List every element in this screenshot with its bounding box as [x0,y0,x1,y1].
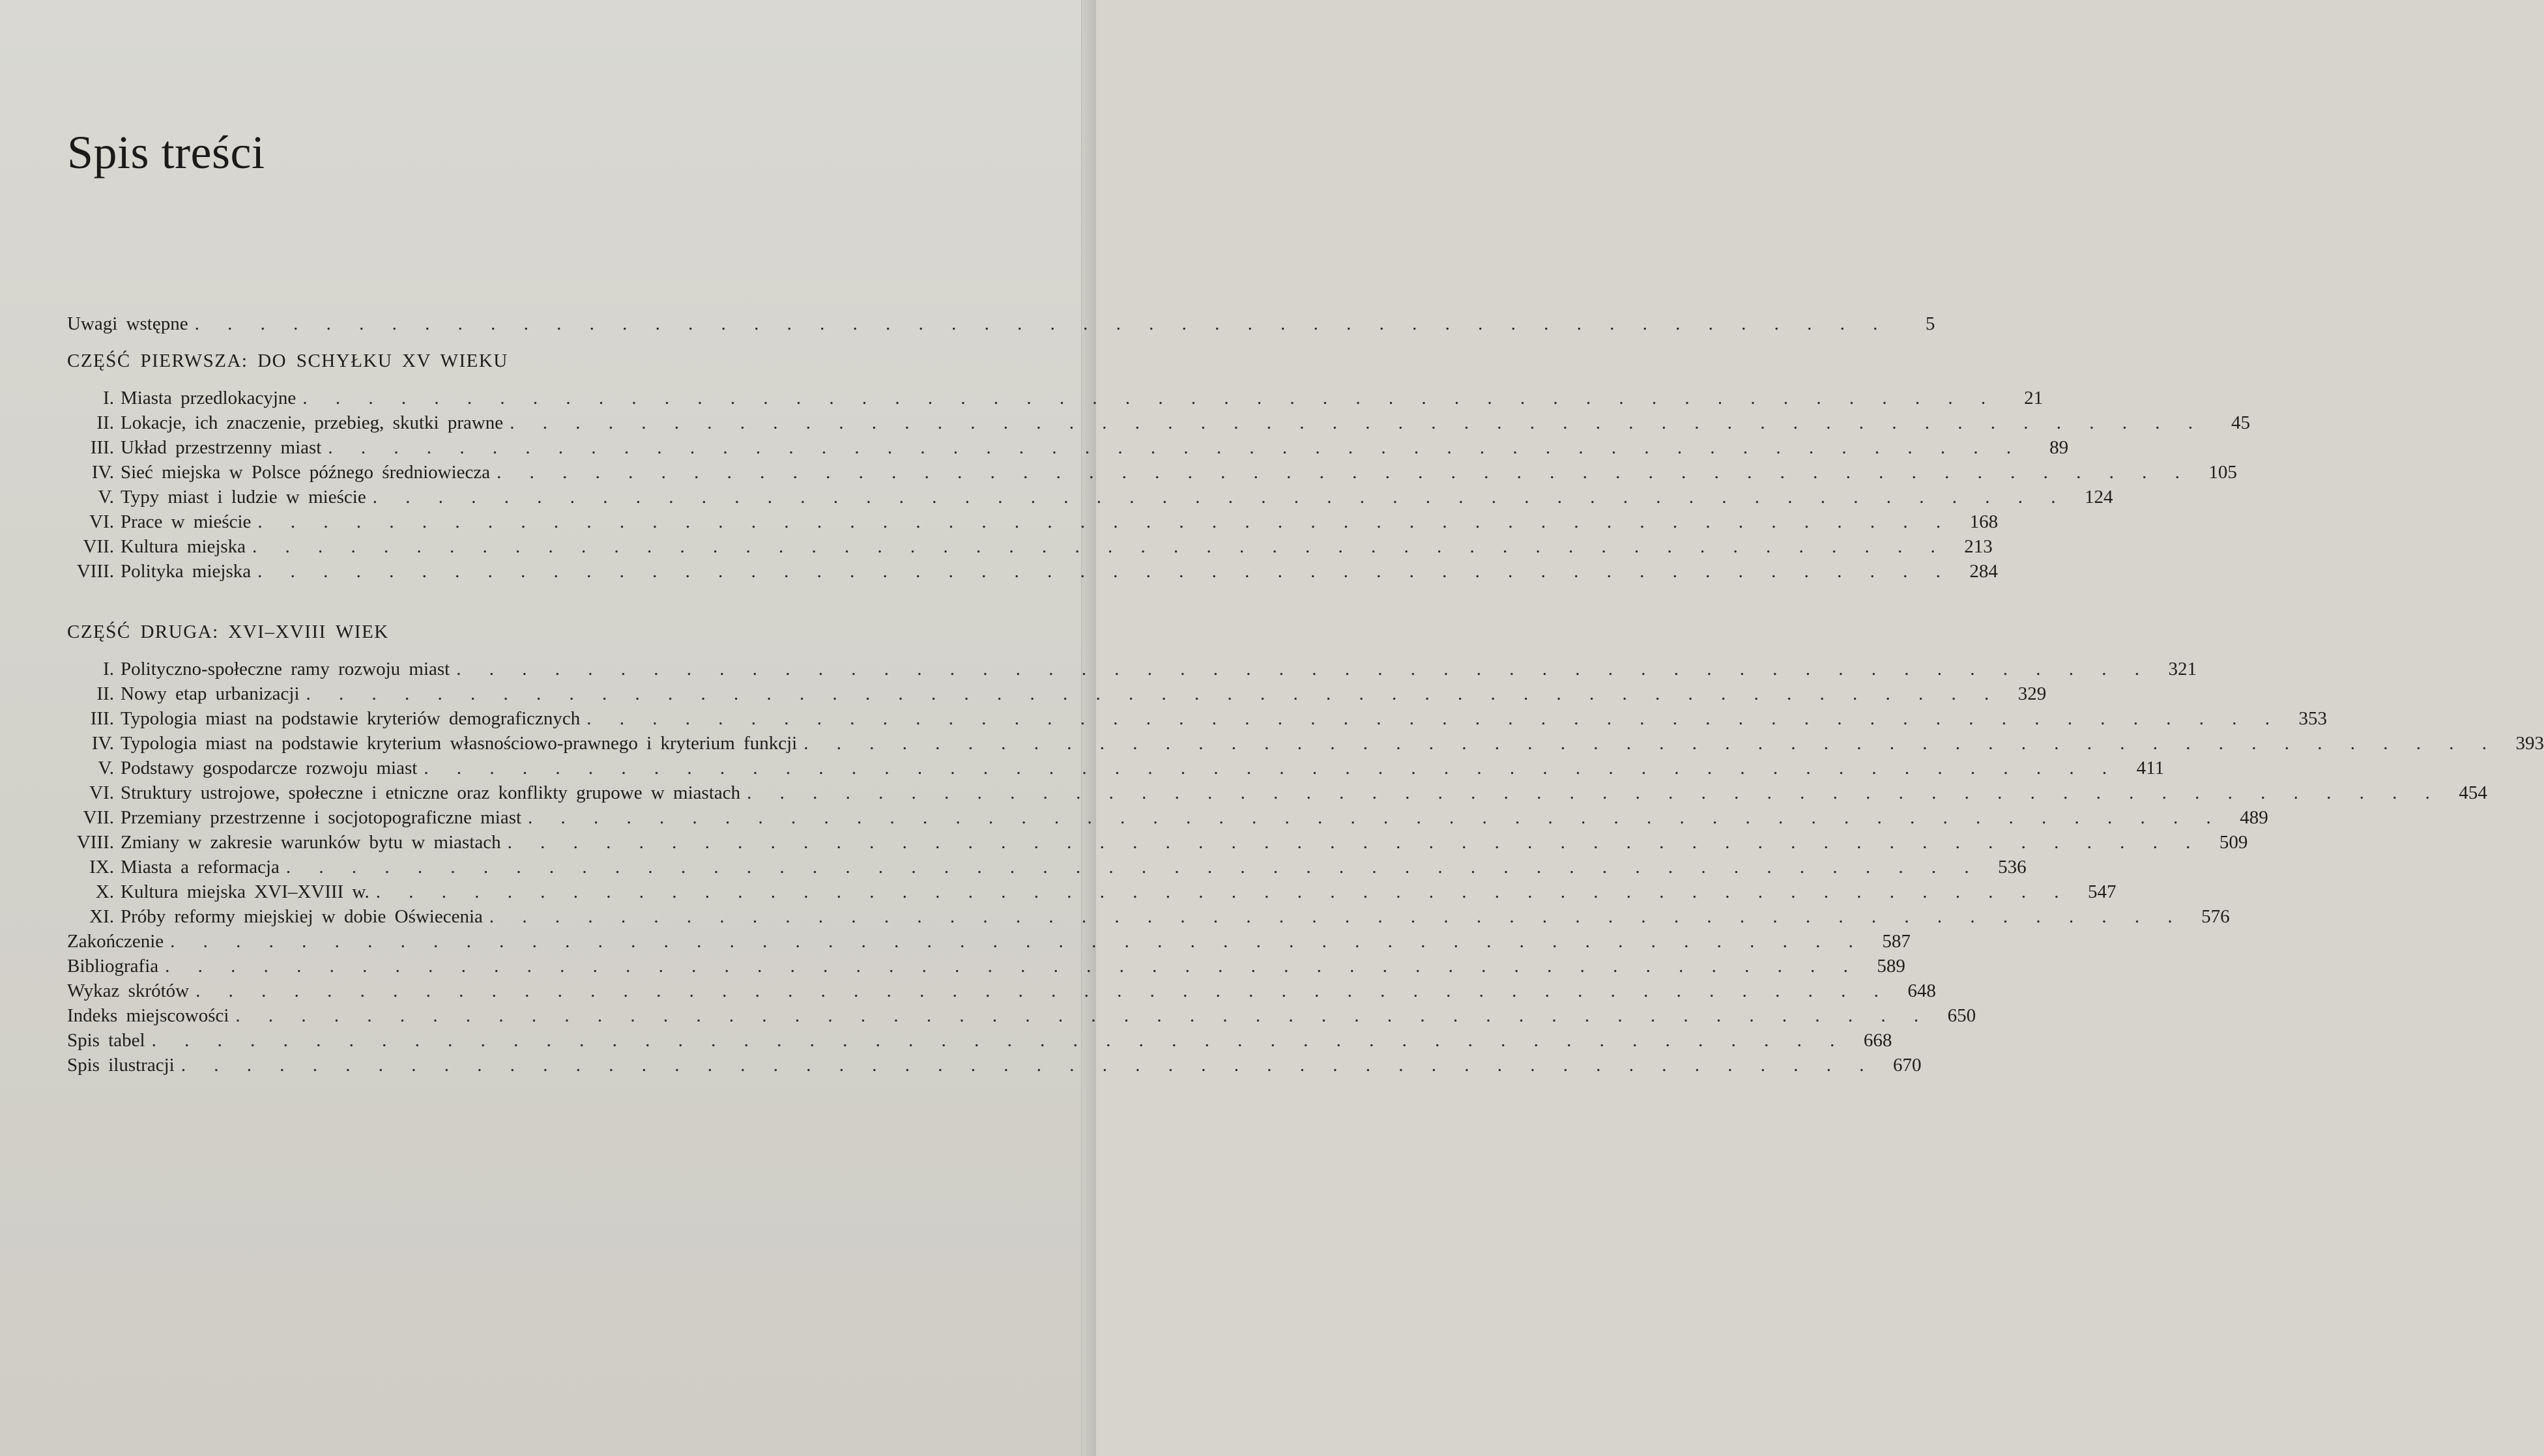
toc-entry [67,509,1999,534]
table-of-contents [67,311,2544,1078]
dot-leader: . . . . . . . . . . . . . . . . . . . . . . . . . . . . . . . . . . . . . . . . . . . . . . . . . . . . [372,487,2068,507]
dot-leader: . . . . . . . . . . . . . . . . . . . . . . . . . . . . . . . . . . . . . . . . . . . . . . . . . . . . [194,313,1890,334]
dot-leader: . . . . . . . . . . . . . . . . . . . . . . . . . . . . . . . . . . . . . . . . . . . . . . . . . . . . [257,561,1952,582]
entry-page: 536 [1998,857,2027,878]
entry-label: Struktury ustrojowe, społeczne i etniczne oraz konflikty grupowe w miastach [121,782,741,803]
chapter-number: XI. [89,906,114,927]
chapter-number: III. [90,708,114,729]
entry-page: 89 [2049,437,2069,458]
chapter-number: IV. [91,462,114,483]
entry-label: Układ przestrzenny miast [121,437,322,458]
entry-label: Polityczno-społeczne ramy rozwoju miast [121,659,450,679]
chapter-number: VIII. [76,561,114,582]
entry-page: 454 [2459,782,2487,803]
chapter-number: VI. [89,511,114,532]
chapter-number: X. [95,881,114,902]
entry-label: Polityka miejska [121,561,252,582]
toc-entry [67,879,2117,904]
chapter-number: VII. [83,807,114,828]
entry-label: Podstawy gospodarcze rozwoju miast [121,758,418,778]
entry-label: Miasta a reformacja [121,857,280,878]
dot-leader: . . . . . . . . . . . . . . . . . . . . . . . . . . . . . . . . . . . . . . . . . . . . . . . . . . . . [375,881,2071,902]
dot-leader: . . . . . . . . . . . . . . . . . . . . . . . . . . . . . . . . . . . . . . . . . . . . . . . . . . . . [510,412,2204,433]
dot-leader: . . . . . . . . . . . . . . . . . . . . . . . . . . . . . . . . . . . . . . . . . . . . . . . . . . . . [586,708,2281,729]
dot-leader: . . . . . . . . . . . . . . . . . . . . . . . . . . . . . . . . . . . . . . . . . . . . . . . . . . . . [257,511,1953,532]
dot-leader: . . . . . . . . . . . . . . . . . . . . . . . . . . . . . . . . . . . . . . . . . . . . . . . . . . . . [456,659,2151,679]
entry-label: Próby reformy miejskiej w dobie Oświecenia [121,906,483,927]
toc-entry [67,681,2047,706]
chapter-number: VIII. [76,832,114,853]
entry-page: 105 [2208,462,2237,483]
entry-page: 489 [2240,807,2268,828]
toc-entry [67,534,1993,559]
chapter-number: I. [103,388,114,408]
entry-label: Przemiany przestrzenne i socjotopograficzne miast [121,807,522,828]
toc-entry [67,657,2197,681]
toc-entry [67,780,2487,805]
entry-page: 213 [1964,536,1993,557]
entry-page: 650 [1947,1005,1976,1026]
dot-leader: . . . . . . . . . . . . . . . . . . . . . . . . . . . . . . . . . . . . . . . . . . . . . . . . . . . . [170,931,1865,952]
chapter-number: V. [98,758,114,778]
toc-entry [67,485,2113,509]
entry-page: 411 [2136,758,2165,778]
entry-label: Kultura miejska [121,536,246,557]
section-heading-part1: CZĘŚĆ PIERWSZA: DO SCHYŁKU XV WIEKU [67,350,508,371]
toc-entry [67,559,1998,584]
toc-entry [67,1053,1922,1078]
dot-leader: . . . . . . . . . . . . . . . . . . . . . . . . . . . . . . . . . . . . . . . . . . . . . . . . . . . . [507,832,2203,853]
toc-entry [67,731,2544,756]
toc-entry-intro [67,311,1935,336]
toc-entry [67,929,1911,954]
dot-leader: . . . . . . . . . . . . . . . . . . . . . . . . . . . . . . . . . . . . . . . . . . . . . . . . . . . . [252,536,1947,557]
dot-leader: . . . . . . . . . . . . . . . . . . . . . . . . . . . . . . . . . . . . . . . . . . . . . . . . . . . . [285,857,1981,878]
entry-label: Uwagi wstępne [67,313,188,334]
entry-page: 284 [1969,561,1998,582]
dot-leader: . . . . . . . . . . . . . . . . . . . . . . . . . . . . . . . . . . . . . . . . . . . . . . . . . . . . [181,1055,1876,1076]
entry-page: 509 [2219,832,2248,853]
entry-page: 576 [2201,906,2230,927]
toc-entry [67,435,2069,460]
entry-label: Zmiany w zakresie warunków bytu w miastach [121,832,501,853]
chapter-number: VI. [89,782,114,803]
section-heading-part2: CZĘŚĆ DRUGA: XVI–XVIII WIEK [67,621,389,642]
entry-page: 21 [2024,388,2044,408]
dot-leader: . . . . . . . . . . . . . . . . . . . . . . . . . . . . . . . . . . . . . . . . . . . . . . . . . . . . [803,733,2498,754]
entry-label: Prace w mieście [121,511,252,532]
chapter-number: I. [103,659,114,679]
entry-label: Kultura miejska XVI–XVIII w. [121,881,369,902]
toc-entry [67,805,2268,830]
entry-label: Zakończenie [67,931,164,952]
dot-leader: . . . . . . . . . . . . . . . . . . . . . . . . . . . . . . . . . . . . . . . . . . . . . . . . . . . . [165,956,1860,977]
toc-entry [67,855,2027,879]
dot-leader: . . . . . . . . . . . . . . . . . . . . . . . . . . . . . . . . . . . . . . . . . . . . . . . . . . . . [151,1030,1847,1051]
dot-leader: . . . . . . . . . . . . . . . . . . . . . . . . . . . . . . . . . . . . . . . . . . . . . . . . . . . . [306,683,2001,704]
toc-entry [67,1028,1892,1053]
chapter-number: IX. [89,857,114,878]
entry-label: Bibliografia [67,956,159,977]
chapter-number: VII. [83,536,114,557]
dot-leader: . . . . . . . . . . . . . . . . . . . . . . . . . . . . . . . . . . . . . . . . . . . . . . . . . . . . [328,437,2023,458]
entry-page: 168 [1969,511,1999,532]
chapter-number: IV. [91,733,114,754]
entry-page: 124 [2084,487,2113,507]
page-title: Spis treści [67,126,265,179]
toc-entry [67,756,2165,780]
chapter-number: V. [98,487,114,507]
entry-page: 648 [1907,980,1936,1001]
toc-entry [67,830,2248,855]
entry-page: 45 [2231,412,2250,433]
toc-entry [67,904,2230,929]
entry-page: 321 [2168,659,2197,679]
toc-entry [67,706,2327,731]
part2-chapter-list [67,657,2544,929]
dot-leader: . . . . . . . . . . . . . . . . . . . . . . . . . . . . . . . . . . . . . . . . . . . . . . . . . . . . [497,462,2191,483]
dot-leader: . . . . . . . . . . . . . . . . . . . . . . . . . . . . . . . . . . . . . . . . . . . . . . . . . . . . [195,980,1890,1001]
toc-entry [67,1003,1976,1028]
entry-page: 5 [1925,313,1935,334]
toc-entry [67,410,2250,435]
dot-leader: . . . . . . . . . . . . . . . . . . . . . . . . . . . . . . . . . . . . . . . . . . . . . . . . . . . . [235,1005,1931,1026]
entry-label: Spis ilustracji [67,1055,175,1076]
back-matter-list [67,929,1976,1078]
entry-label: Typologia miast na podstawie kryterium własnościowo-prawnego i kryterium funkcji [121,733,798,754]
entry-page: 668 [1863,1030,1892,1051]
entry-label: Spis tabel [67,1030,145,1051]
part1-chapter-list [67,386,2250,584]
entry-label: Sieć miejska w Polsce późnego średniowiecza [121,462,491,483]
toc-entry [67,460,2237,485]
entry-label: Typy miast i ludzie w mieście [121,487,366,507]
chapter-number: II. [96,683,114,704]
entry-page: 670 [1892,1055,1922,1076]
chapter-number: II. [96,412,114,433]
entry-label: Indeks miejscowości [67,1005,229,1026]
entry-label: Typologia miast na podstawie kryteriów demograficznych [121,708,581,729]
entry-label: Miasta przedlokacyjne [121,388,296,408]
entry-page: 587 [1882,931,1911,952]
entry-page: 329 [2017,683,2047,704]
entry-page: 393 [2515,733,2544,754]
entry-label: Wykaz skrótów [67,980,190,1001]
entry-label: Lokacje, ich znaczenie, przebieg, skutki prawne [121,412,504,433]
toc-entry [67,386,2044,410]
entry-page: 353 [2298,708,2327,729]
dot-leader: . . . . . . . . . . . . . . . . . . . . . . . . . . . . . . . . . . . . . . . . . . . . . . . . . . . . [489,906,2184,927]
dot-leader: . . . . . . . . . . . . . . . . . . . . . . . . . . . . . . . . . . . . . . . . . . . . . . . . . . . . [747,782,2442,803]
toc-entry [67,954,1905,978]
entry-label: Nowy etap urbanizacji [121,683,300,704]
entry-page: 547 [2088,881,2117,902]
dot-leader: . . . . . . . . . . . . . . . . . . . . . . . . . . . . . . . . . . . . . . . . . . . . . . . . . . . . [424,758,2119,778]
chapter-number: III. [90,437,114,458]
toc-entry [67,978,1936,1003]
dot-leader: . . . . . . . . . . . . . . . . . . . . . . . . . . . . . . . . . . . . . . . . . . . . . . . . . . . . [528,807,2223,828]
entry-page: 589 [1877,956,1905,977]
dot-leader: . . . . . . . . . . . . . . . . . . . . . . . . . . . . . . . . . . . . . . . . . . . . . . . . . . . . [302,388,1998,408]
